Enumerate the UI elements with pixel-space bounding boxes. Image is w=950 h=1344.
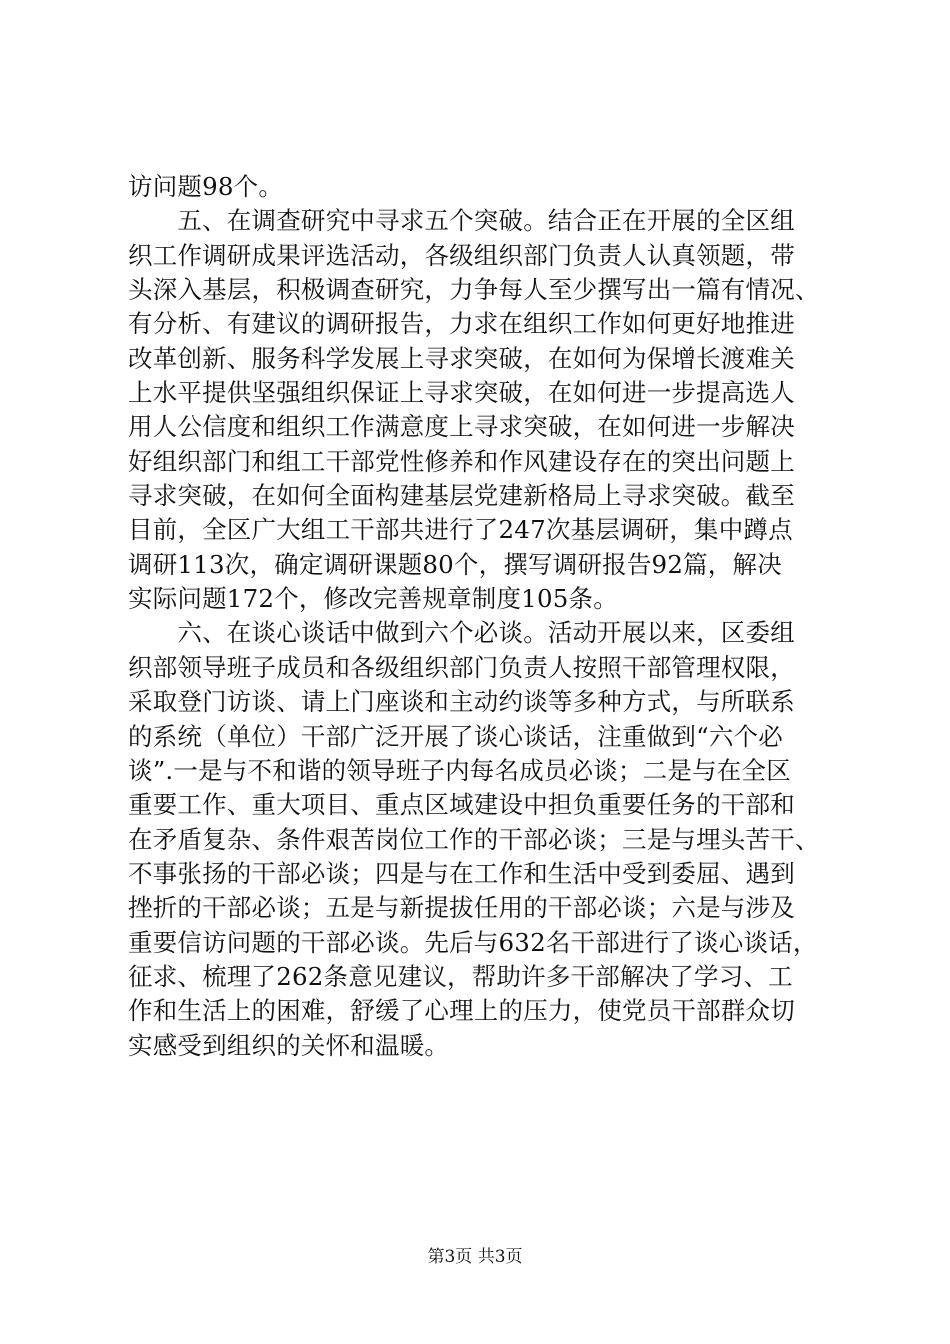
text-line: 头深入基层，积极调查研究，力争每人至少撰写出一篇有情况、	[128, 275, 820, 305]
text-line: 调研113次，确定调研课题80个，撰写调研报告92篇，解决	[128, 549, 782, 579]
text-line: 上水平提供坚强组织保证上寻求突破，在如何进一步提高选人	[128, 378, 795, 408]
text-line: 用人公信度和组织工作满意度上寻求突破，在如何进一步解决	[128, 412, 795, 442]
text-line: 织部领导班子成员和各级组织部门负责人按照干部管理权限，	[128, 652, 795, 682]
text-line: 实际问题172个，修改完善规章制度105条。	[128, 584, 618, 614]
text-line: 在矛盾复杂、条件艰苦岗位工作的干部必谈；三是与埋头苦干、	[128, 824, 820, 854]
text-line: 改革创新、服务科学发展上寻求突破，在如何为保增长渡难关	[128, 343, 795, 373]
text-line: 织工作调研成果评选活动，各级组织部门负责人认真领题，带	[128, 240, 795, 270]
text-line: 采取登门访谈、请上门座谈和主动约谈等多种方式，与所联系	[128, 687, 795, 717]
text-line: 实感受到组织的关怀和温暖。	[128, 1030, 450, 1060]
body-text	[128, 170, 828, 1063]
text-line: 征求、梳理了262条意见建议，帮助许多干部解决了学习、工	[128, 961, 793, 991]
text-line: 目前，全区广大组工干部共进行了247次基层调研，集中蹲点	[128, 515, 793, 545]
text-line: 访问题98个。	[128, 172, 284, 201]
text-line: 重要工作、重大项目、重点区域建设中担负重要任务的干部和	[128, 790, 795, 820]
text-line: 不事张扬的干部必谈；四是与在工作和生活中受到委屈、遇到	[128, 858, 795, 888]
text-line: 有分析、有建议的调研报告，力求在组织工作如何更好地推进	[128, 309, 795, 339]
text-line: 好组织部门和组工干部党性修养和作风建设存在的突出问题上	[128, 446, 795, 476]
text-line: 六、在谈心谈话中做到六个必谈。活动开展以来，区委组	[128, 618, 795, 648]
page-number: 第3页 共3页	[427, 1247, 523, 1267]
page-footer	[0, 1245, 950, 1269]
text-line: 挫折的干部必谈；五是与新提拔任用的干部必谈；六是与涉及	[128, 893, 795, 923]
text-line: 作和生活上的困难，舒缓了心理上的压力，使党员干部群众切	[128, 996, 795, 1026]
text-line: 寻求突破，在如何全面构建基层党建新格局上寻求突破。截至	[128, 481, 795, 511]
text-line: 重要信访问题的干部必谈。先后与632名干部进行了谈心谈话，	[128, 927, 818, 957]
text-line: 五、在调查研究中寻求五个突破。结合正在开展的全区组	[128, 206, 795, 236]
text-line: 的系统（单位）干部广泛开展了谈心谈话，注重做到“六个必	[128, 721, 783, 751]
text-line: 谈”.一是与不和谐的领导班子内每名成员必谈；二是与在全区	[128, 755, 791, 785]
